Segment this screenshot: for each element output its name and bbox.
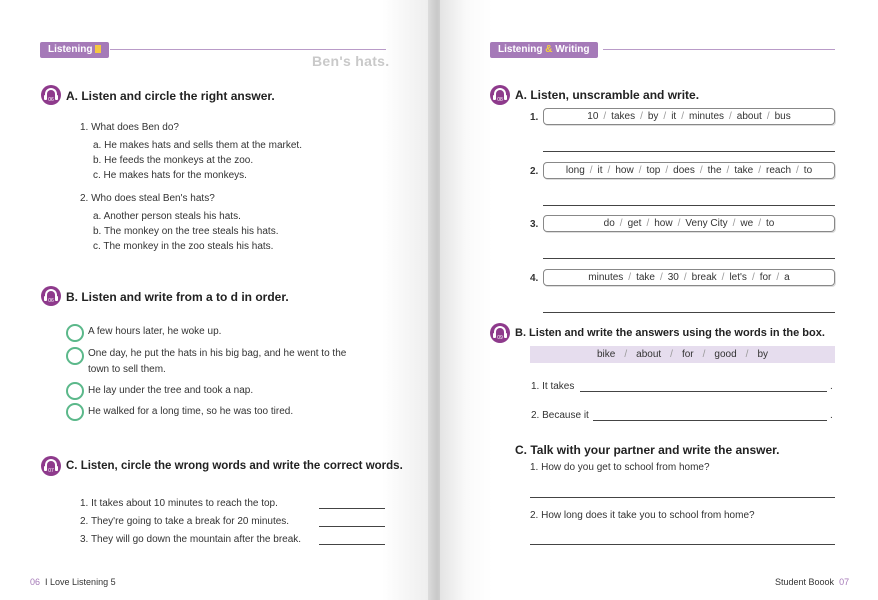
section-b-heading: B. Listen and write the answers using the words in the box. bbox=[515, 327, 825, 339]
headphones-icon[interactable]: 09 bbox=[490, 323, 510, 343]
section-tab-listening bbox=[40, 42, 109, 58]
answer-option[interactable]: c. He makes hats for the monkeys. bbox=[93, 170, 247, 181]
tab-label: Listening bbox=[498, 44, 543, 55]
scrambled-word: bus bbox=[774, 111, 791, 122]
answer-option[interactable]: b. He feeds the monkeys at the zoo. bbox=[93, 155, 254, 166]
scrambled-word: takes bbox=[611, 111, 636, 122]
row-number: 4. bbox=[530, 273, 539, 284]
period: . bbox=[830, 410, 833, 421]
tab-label: Listening bbox=[48, 44, 93, 55]
scrambled-word: to bbox=[803, 165, 813, 176]
event-text: He lay under the tree and took a nap. bbox=[88, 385, 254, 396]
sentence-item[interactable]: 1. It takes about 10 minutes to reach the top. bbox=[80, 498, 278, 509]
word-separator: / bbox=[681, 111, 684, 122]
answer-line[interactable] bbox=[543, 258, 835, 259]
order-answer-circle[interactable] bbox=[66, 382, 84, 400]
word-separator: / bbox=[640, 111, 643, 122]
event-text: He walked for a long time, so he was too tired. bbox=[88, 406, 294, 417]
book-title: Student Boook bbox=[775, 577, 835, 587]
footer-right bbox=[775, 577, 849, 587]
scrambled-word: it bbox=[597, 165, 603, 176]
answer-option[interactable]: b. The monkey on the tree steals his hats. bbox=[93, 226, 279, 237]
scrambled-word: top bbox=[646, 165, 661, 176]
word-bank bbox=[530, 346, 835, 363]
bank-word: good bbox=[714, 349, 737, 360]
answer-line[interactable] bbox=[593, 420, 827, 421]
scrambled-word: do bbox=[603, 218, 615, 229]
bank-word: for bbox=[681, 349, 694, 360]
word-separator: / bbox=[745, 349, 749, 360]
word-separator: / bbox=[628, 272, 632, 283]
word-separator: / bbox=[721, 272, 725, 283]
section-tab-listening-writing bbox=[490, 42, 598, 58]
scrambled-word: take bbox=[734, 165, 754, 176]
scrambled-word: the bbox=[707, 165, 722, 176]
answer-blank[interactable] bbox=[319, 526, 385, 527]
page-number: 07 bbox=[839, 577, 850, 587]
scrambled-words-box bbox=[543, 108, 835, 125]
answer-line[interactable] bbox=[580, 391, 827, 392]
word-separator: / bbox=[796, 165, 799, 176]
section-c-heading: C. Talk with your partner and write the answer. bbox=[515, 443, 780, 457]
scrambled-word: a bbox=[784, 272, 790, 283]
word-separator: / bbox=[670, 349, 673, 360]
headphones-icon[interactable]: 08 bbox=[490, 85, 510, 105]
period: . bbox=[830, 381, 833, 392]
order-answer-circle[interactable] bbox=[66, 347, 84, 365]
order-answer-circle[interactable] bbox=[66, 403, 84, 421]
scrambled-word: by bbox=[647, 111, 659, 122]
word-separator: / bbox=[659, 272, 663, 283]
fill-item: 1. It takes bbox=[531, 381, 575, 392]
fill-item: 2. Because it bbox=[531, 410, 589, 421]
headphones-icon[interactable]: 06 bbox=[41, 286, 61, 306]
scrambled-words-box bbox=[543, 215, 835, 232]
scrambled-word: get bbox=[627, 218, 642, 229]
discussion-question: 2. How long does it take you to school from home? bbox=[530, 510, 755, 521]
word-separator: / bbox=[758, 218, 761, 229]
scrambled-word: for bbox=[759, 272, 772, 283]
row-number: 2. bbox=[530, 166, 539, 177]
section-c-heading: C. Listen, circle the wrong words and write the correct words. bbox=[66, 460, 403, 472]
answer-line[interactable] bbox=[530, 544, 835, 545]
word-separator: / bbox=[624, 349, 628, 360]
section-a-heading: A. Listen and circle the right answer. bbox=[66, 89, 275, 103]
scrambled-word: long bbox=[565, 165, 585, 176]
answer-line[interactable] bbox=[543, 312, 835, 313]
scrambled-word: to bbox=[766, 218, 775, 229]
header-rule bbox=[603, 49, 835, 50]
scrambled-word: about bbox=[736, 111, 762, 122]
scrambled-word: it bbox=[671, 111, 677, 122]
header-rule bbox=[110, 49, 386, 50]
word-separator: / bbox=[589, 165, 593, 176]
bank-word: about bbox=[636, 349, 662, 360]
discussion-question: 1. How do you get to school from home? bbox=[530, 462, 710, 473]
footer-left bbox=[30, 577, 116, 587]
page-number: 06 bbox=[30, 577, 41, 587]
word-separator: / bbox=[603, 111, 607, 122]
section-a-heading: A. Listen, unscramble and write. bbox=[515, 88, 700, 102]
headphones-icon[interactable]: 07 bbox=[41, 456, 61, 476]
word-separator: / bbox=[726, 165, 730, 176]
question-2: 2. Who does steal Ben's hats? bbox=[80, 193, 215, 204]
sentence-item[interactable]: 2. They're going to take a break for 20 minutes. bbox=[80, 516, 290, 527]
scrambled-word: let's bbox=[729, 272, 747, 283]
answer-option[interactable]: a. He makes hats and sells them at the market. bbox=[93, 140, 302, 151]
answer-blank[interactable] bbox=[319, 508, 385, 509]
answer-line[interactable] bbox=[530, 497, 835, 498]
question-1: 1. What does Ben do? bbox=[80, 122, 179, 133]
tab-ampersand: & bbox=[545, 44, 553, 55]
word-separator: / bbox=[638, 165, 642, 176]
scrambled-word: how bbox=[654, 218, 673, 229]
event-text: One day, he put the hats in his big bag, and he went to the bbox=[88, 348, 347, 359]
book-title: I Love Listening 5 bbox=[45, 577, 116, 587]
story-title: Ben's hats. bbox=[312, 53, 390, 69]
word-separator: / bbox=[729, 111, 732, 122]
row-number: 1. bbox=[530, 112, 539, 123]
word-separator: / bbox=[751, 272, 755, 283]
scrambled-word: 30 bbox=[667, 272, 679, 283]
word-separator: / bbox=[732, 218, 736, 229]
scrambled-word: we bbox=[740, 218, 754, 229]
word-separator: / bbox=[663, 111, 667, 122]
headphones-icon[interactable]: 06 bbox=[41, 85, 61, 105]
answer-option[interactable]: a. Another person steals his hats. bbox=[93, 211, 241, 222]
scrambled-words-box bbox=[543, 269, 835, 286]
bank-word: bike bbox=[597, 349, 616, 360]
scrambled-word: minutes bbox=[588, 272, 624, 283]
word-separator: / bbox=[607, 165, 611, 176]
sentence-item[interactable]: 3. They will go down the mountain after the break. bbox=[80, 534, 302, 545]
scrambled-word: break bbox=[691, 272, 717, 283]
order-answer-circle[interactable] bbox=[66, 324, 84, 342]
event-text: A few hours later, he woke up. bbox=[88, 326, 222, 337]
row-number: 3. bbox=[530, 219, 539, 230]
answer-option[interactable]: c. The monkey in the zoo steals his hats. bbox=[93, 241, 274, 252]
scrambled-word: 10 bbox=[587, 111, 599, 122]
word-separator: / bbox=[646, 218, 650, 229]
scrambled-words-box bbox=[543, 162, 835, 179]
word-separator: / bbox=[702, 349, 706, 360]
answer-line[interactable] bbox=[543, 205, 835, 206]
tab-label: Writing bbox=[555, 44, 590, 55]
section-b-heading: B. Listen and write from a to d in order. bbox=[66, 290, 289, 304]
scrambled-word: does bbox=[673, 165, 695, 176]
word-separator: / bbox=[665, 165, 669, 176]
scrambled-word: how bbox=[615, 165, 634, 176]
tab-marker bbox=[95, 45, 101, 53]
answer-line[interactable] bbox=[543, 151, 835, 152]
word-separator: / bbox=[758, 165, 761, 176]
event-text: town to sell them. bbox=[88, 364, 166, 375]
scrambled-word: reach bbox=[766, 165, 792, 176]
word-separator: / bbox=[766, 111, 770, 122]
answer-blank[interactable] bbox=[319, 544, 385, 545]
scrambled-word: Veny City bbox=[685, 218, 728, 229]
word-separator: / bbox=[776, 272, 780, 283]
scrambled-word: minutes bbox=[688, 111, 724, 122]
word-separator: / bbox=[699, 165, 703, 176]
word-separator: / bbox=[619, 218, 623, 229]
word-separator: / bbox=[677, 218, 681, 229]
bank-word: by bbox=[757, 349, 768, 360]
left-page bbox=[0, 0, 434, 600]
word-separator: / bbox=[683, 272, 687, 283]
scrambled-word: take bbox=[636, 272, 655, 283]
